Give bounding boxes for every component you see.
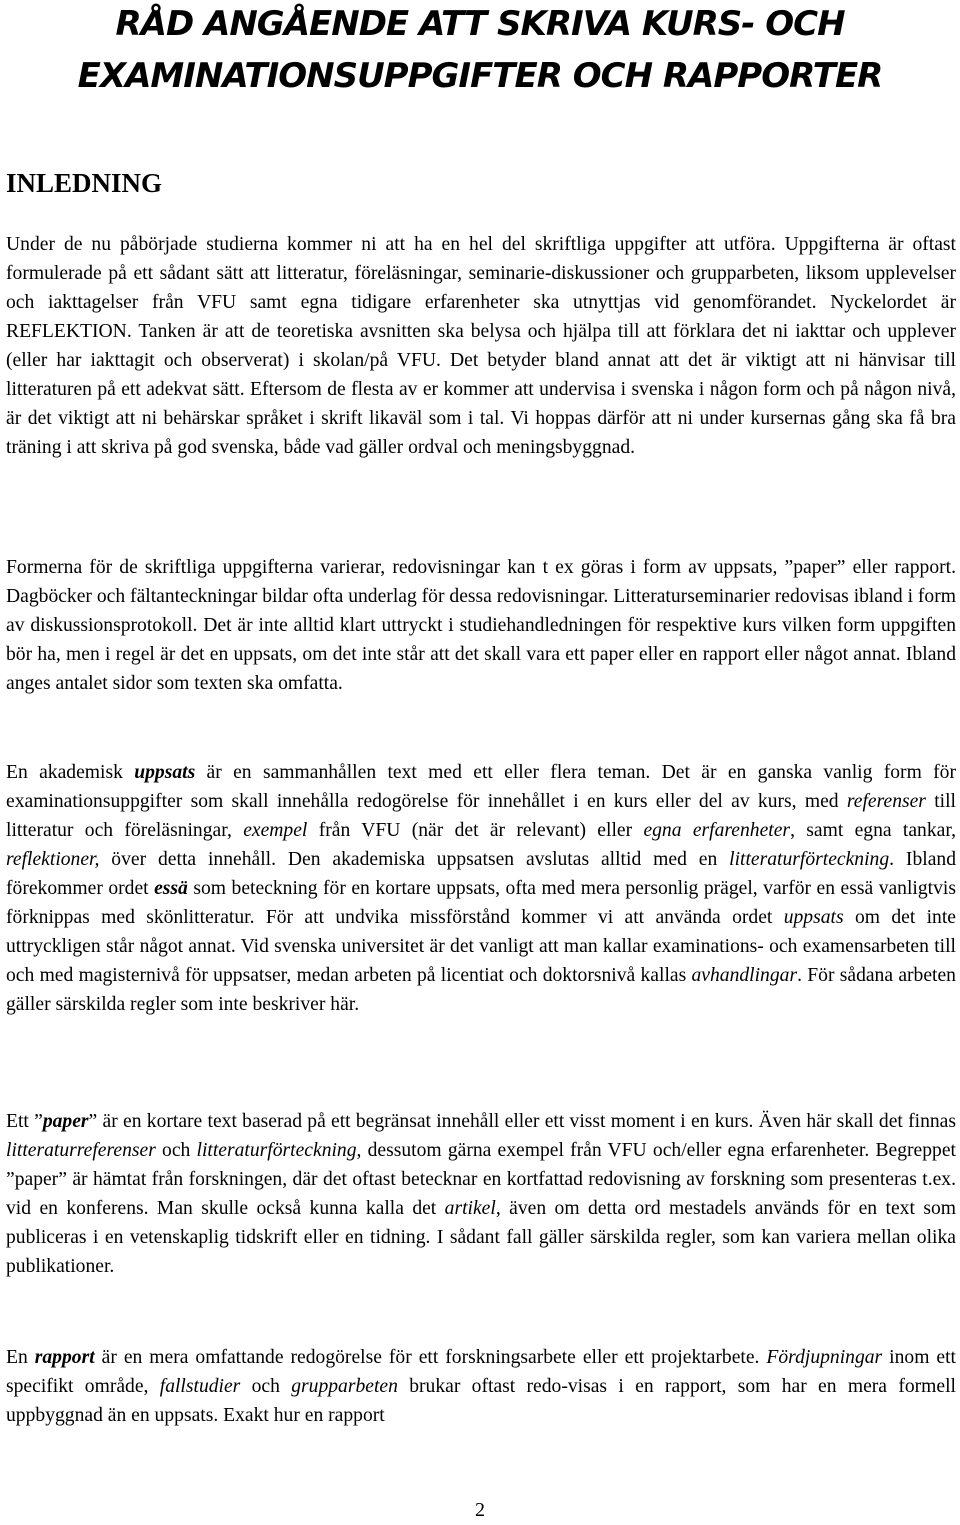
- text-run: är en sammanhållen text med ett eller flera teman. Det är en ganska vanlig form för examinationsuppgifter som skall innehålla redogörelse för innehållet i en kurs eller del av kurs, med: [6, 762, 956, 812]
- italic-term: litteraturreferenser: [6, 1140, 156, 1161]
- paragraph-rapport: [6, 1343, 956, 1430]
- text-run: till litteratur och föreläsningar,: [6, 791, 956, 841]
- italic-term: Fördjupningar: [766, 1347, 883, 1368]
- text-run: . Ibland förekommer ordet: [6, 849, 956, 899]
- section-heading: INLEDNING: [6, 168, 163, 198]
- text-run: ” är en kortare text baserad på ett begränsat innehåll eller ett visst moment i en kurs. Även här skall det finnas: [88, 1111, 956, 1132]
- text-run: och: [155, 1140, 197, 1161]
- text-run: från VFU (när det är relevant) eller: [307, 820, 644, 841]
- document-title-line-2: EXAMINATIONSUPPGIFTER OCH RAPPORTER: [77, 56, 883, 96]
- italic-term: uppsats: [783, 907, 844, 928]
- text-run: , dessutom gärna exempel från VFU och/eller egna erfarenheter. Begreppet ”paper” är hämtat från forskningen, där det oftast betecknar en kortfattad redovisning av forskning som presenteras t.ex. vid en konferens. Man skulle också kunna kalla det: [6, 1140, 956, 1219]
- text-run: och: [240, 1376, 292, 1397]
- text-run: inom ett specifikt område,: [6, 1347, 957, 1397]
- italic-term: litteraturförteckning: [729, 849, 890, 870]
- text-run: om det inte uttryckligen står något annat. Vid svenska universitet är det vanligt att man kallar examinations- och examensarbeten till och med magisternivå för uppsatser, medan arbeten på licentiat och doktorsnivå kallas: [6, 907, 956, 986]
- paragraph-uppsats: [6, 758, 956, 1019]
- text-run: är en mera omfattande redogörelse för ett forskningsarbete eller ett projektarbete.: [94, 1347, 767, 1368]
- text-run: över detta innehåll. Den akademiska uppsatsen avslutas alltid med en: [99, 849, 730, 870]
- italic-term: egna erfarenheter: [643, 820, 791, 841]
- page-number: 2: [475, 1499, 485, 1521]
- italic-term: avhandlingar: [691, 965, 798, 986]
- italic-term: referenser: [846, 791, 926, 812]
- italic-term: grupparbeten: [291, 1376, 398, 1397]
- italic-term: artikel: [444, 1198, 496, 1219]
- paragraph-intro: [6, 230, 956, 462]
- text-run: . För sådana arbeten gäller särskilda regler som inte beskriver här.: [6, 965, 956, 1015]
- text-run: Formerna för de skriftliga uppgifterna varierar, redovisningar kan t ex göras i form av uppsats, ”paper” eller rapport. Dagböcker och fältanteckningar bildar ofta underlag för dessa redovisningar. Litteraturseminarier redovisas ibland i form av diskussionsprotokoll. Det är inte alltid klart uttryckt i studiehandledningen för respektive kurs vilken form uppgiften bör ha, men i regel är det en uppsats, om det inte står att det skall vara ett paper eller en rapport eller något annat. Ibland anges antalet sidor som texten ska omfatta.: [6, 557, 956, 694]
- emphasized-term: paper: [42, 1111, 89, 1132]
- text-run: , även om detta ord mestadels används för en text som publiceras i en vetenskaplig tidskrift eller en tidning. I sådant fall gäller särskilda regler, som kan variera mellan olika publikationer.: [6, 1198, 956, 1277]
- paragraph-paper: [6, 1107, 956, 1281]
- emphasized-term: rapport: [34, 1347, 95, 1368]
- text-run: En akademisk: [6, 762, 135, 783]
- document-title-line-1: RÅD ANGÅENDE ATT SKRIVA KURS- OCH: [115, 4, 845, 44]
- text-run: Ett ”: [6, 1111, 43, 1132]
- text-run: Under de nu påbörjade studierna kommer ni att ha en hel del skriftliga uppgifter att utföra. Uppgifterna är oftast formulerade på ett sådant sätt att litteratur, föreläsningar, seminarie-diskussioner och grupparbeten, liksom upplevelser och iakttagelser från VFU samt egna tidigare erfarenheter ska utnyttjas vid genomförandet. Nyckelordet är REFLEKTION. Tanken är att de teoretiska avsnitten ska belysa och hjälpa till att förklara det ni iakttar och upplever (eller har iakttagit och observerat) i skolan/på VFU. Det betyder bland annat att det är viktigt att ni hänvisar till litteraturen på ett adekvat sätt. Eftersom de flesta av er kommer att undervisa i svenska i någon form och på någon nivå, är det viktigt att ni behärskar språket i skrift likaväl som i tal. Vi hoppas därför att ni under kursernas gång ska få bra träning i att skriva på god svenska, både vad gäller ordval och meningsbyggnad.: [6, 234, 956, 458]
- text-run: , samt egna tankar,: [790, 820, 956, 841]
- italic-term: fallstudier: [159, 1376, 241, 1397]
- emphasized-term: essä: [154, 878, 188, 899]
- text-run: som beteckning för en kortare uppsats, ofta med mera personlig prägel, varför en essä vanligtvis förknippas med skönlitteratur. För att undvika missförstånd kommer vi att använda ordet: [6, 878, 956, 928]
- italic-term: litteraturförteckning: [196, 1140, 357, 1161]
- emphasized-term: uppsats: [134, 762, 196, 783]
- paragraph-forms: [6, 553, 956, 698]
- italic-term: reflektioner,: [6, 849, 100, 870]
- italic-term: exempel: [243, 820, 308, 841]
- text-run: brukar oftast redo-visas i en rapport, som har en mera formell uppbyggnad än en uppsats. Exakt hur en rapport: [6, 1376, 956, 1426]
- text-run: En: [6, 1347, 35, 1368]
